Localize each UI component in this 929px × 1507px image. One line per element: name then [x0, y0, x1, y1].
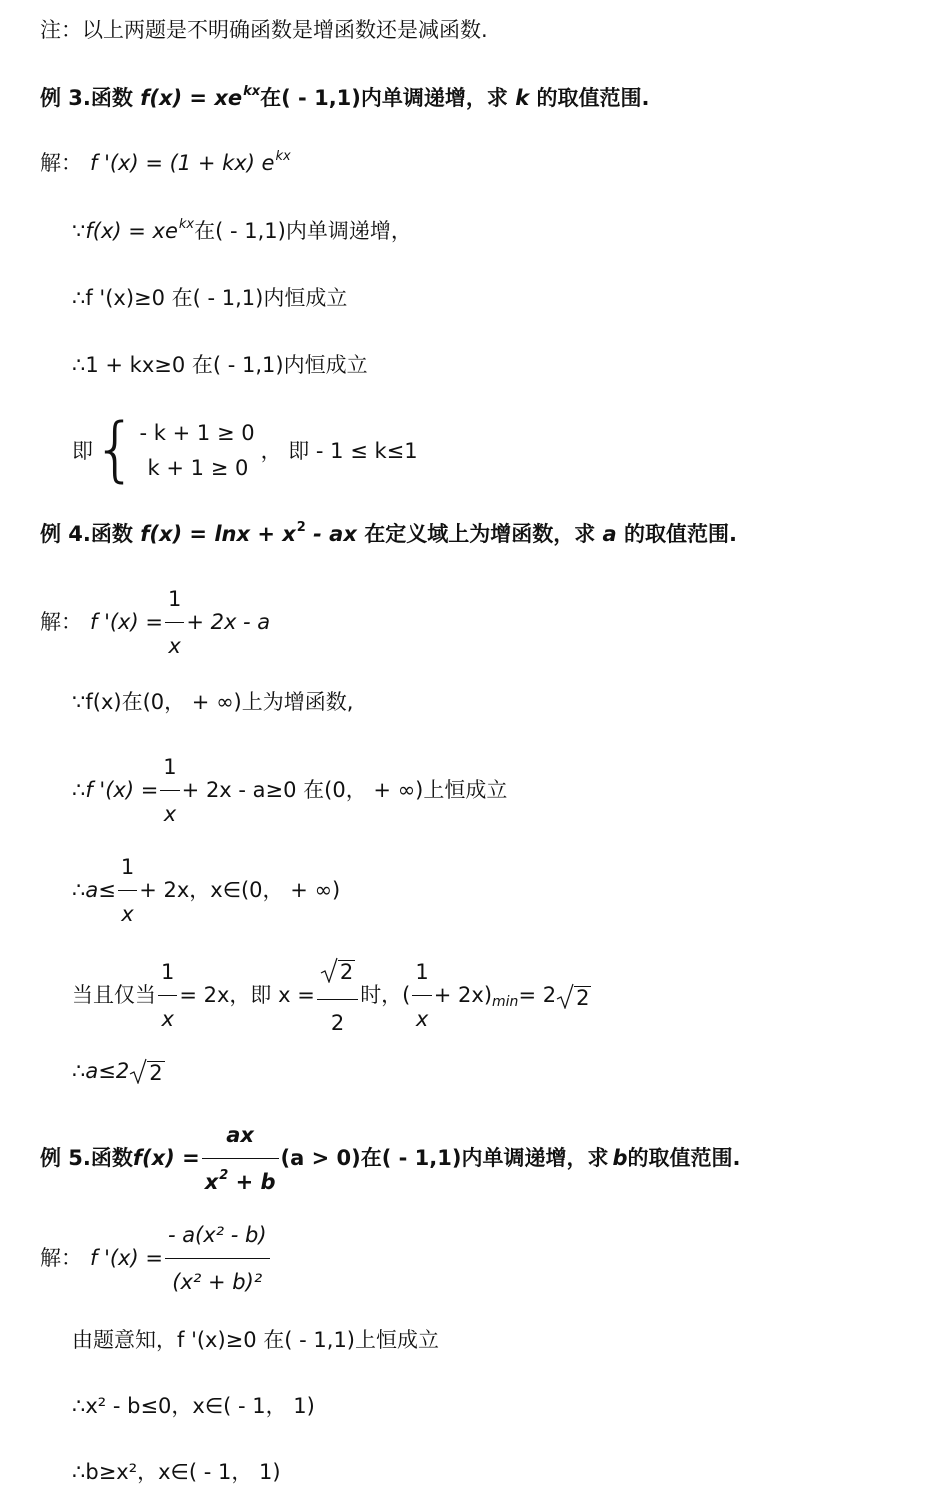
- system-row-1: - k + 1 ≥ 0: [139, 421, 255, 445]
- example-4-title: [40, 520, 737, 546]
- system-row-2: k + 1 ≥ 0: [147, 456, 249, 480]
- solution-label: 解：: [40, 610, 82, 635]
- fraction-one-over-x: $\frac{1}{x}$: [412, 959, 431, 1032]
- sqrt-icon: 2: [556, 983, 591, 1009]
- example-5-step-1: 由题意知，f '(x)≥0 在( - 1,1)上恒成立: [72, 1328, 439, 1352]
- example-4-function-tail: - ax: [305, 522, 365, 546]
- equality-result: = 2: [518, 983, 557, 1008]
- since-expression: ∵f(x) = xe: [72, 219, 178, 243]
- brace-icon: {: [93, 408, 138, 490]
- sqrt-icon: 2: [320, 957, 355, 983]
- derivative-exponent: kx: [275, 149, 291, 164]
- example-4-variable: a: [602, 522, 617, 546]
- example-4-condition: 在定义域上为增函数，求: [364, 522, 603, 546]
- example-4-square: 2: [296, 520, 306, 535]
- system-result: ， 即 - 1 ≤ k≤1: [260, 438, 418, 463]
- example-5-label: 例 5.函数: [40, 1146, 133, 1171]
- equality-sum: + 2x): [433, 983, 493, 1008]
- example-3-label: 例 3.函数: [40, 86, 141, 110]
- example-3-variable: k: [515, 86, 530, 110]
- example-4-conclusion: [72, 1058, 165, 1084]
- example-3-system: [72, 408, 418, 490]
- step2-lhs: ∴a≤: [72, 878, 116, 903]
- step2-rhs: + 2x，x∈(0， + ∞): [139, 878, 341, 903]
- fraction-sqrt2-over-2: $\frac{2}{2}$: [317, 955, 358, 1036]
- example-5-variable: b: [612, 1146, 628, 1171]
- example-5-step-2: ∴x² - b≤0，x∈( - 1， 1): [72, 1394, 315, 1418]
- example-3-tail: 的取值范围.: [529, 86, 650, 110]
- example-5-fraction: $\frac{ax}{x^2 + b}$: [202, 1122, 279, 1195]
- example-3-step-1: ∴f '(x)≥0 在( - 1,1)内恒成立: [72, 286, 348, 310]
- example-3-title: [40, 84, 650, 110]
- equality-prefix: 当且仅当: [72, 983, 156, 1008]
- fraction-one-over-x: $\frac{1}{x}$: [118, 854, 137, 927]
- inequality-system: [93, 408, 255, 490]
- example-5-condition: (a > 0)在( - 1,1)内单调递增，求: [280, 1146, 609, 1171]
- example-3-derivative: [40, 149, 291, 175]
- equality-when: 时，(: [360, 983, 411, 1008]
- derivative-rhs: + 2x - a: [186, 610, 271, 635]
- conclusion-text: ∴a≤2: [72, 1058, 130, 1083]
- example-3-function: f(x) = xe: [140, 86, 243, 110]
- example-4-derivative: [40, 586, 270, 659]
- example-4-equality: [72, 955, 591, 1036]
- derivative-expression: f '(x) = (1 + kx) e: [90, 151, 275, 175]
- example-3-since: [72, 217, 412, 243]
- example-4-since: ∵f(x)在(0， + ∞)上为增函数,: [72, 690, 354, 714]
- since-text: 在( - 1,1)内单调递增，: [194, 219, 412, 243]
- min-subscript: min: [492, 993, 519, 1010]
- equality-middle: = 2x，即 x =: [179, 983, 315, 1008]
- example-3-step-2: ∴1 + kx≥0 在( - 1,1)内恒成立: [72, 353, 368, 377]
- example-4-function: f(x) = lnx + x: [140, 522, 296, 546]
- sqrt-icon: 2: [129, 1058, 164, 1084]
- example-5-derivative: [40, 1222, 272, 1295]
- example-4-tail: 的取值范围.: [616, 522, 737, 546]
- example-4-step-1: [72, 754, 507, 827]
- fraction-one-over-x: $\frac{1}{x}$: [160, 754, 179, 827]
- example-5-step-3: ∴b≥x²，x∈( - 1， 1): [72, 1460, 281, 1484]
- derivative-lhs: f '(x) =: [90, 1246, 163, 1271]
- example-5-title: [40, 1122, 741, 1195]
- note-line: 注：以上两题是不明确函数是增函数还是减函数.: [40, 18, 488, 42]
- step1-rhs: + 2x - a≥0 在(0， + ∞)上恒成立: [181, 778, 508, 803]
- ji-label: 即: [72, 438, 93, 463]
- derivative-fraction: $\frac{\text{- a(x² - b)}}{\text{(x² + b)²}}$: [165, 1222, 270, 1295]
- example-4-label: 例 4.函数: [40, 522, 141, 546]
- example-5-function: f(x) =: [132, 1146, 200, 1171]
- since-exponent: kx: [178, 217, 195, 232]
- example-3-exponent: kx: [243, 84, 261, 99]
- example-5-tail: 的取值范围.: [627, 1146, 741, 1171]
- example-4-step-2: [72, 854, 340, 927]
- step1-lhs: ∴f '(x) =: [72, 778, 159, 803]
- solution-label: 解：: [40, 1246, 82, 1271]
- fraction-one-over-x: $\frac{1}{x}$: [158, 959, 177, 1032]
- example-3-condition: 在( - 1,1)内单调递增，求: [260, 86, 516, 110]
- solution-label: 解：: [40, 151, 82, 175]
- fraction-one-over-x: $\frac{1}{x}$: [165, 586, 184, 659]
- derivative-lhs: f '(x) =: [90, 610, 163, 635]
